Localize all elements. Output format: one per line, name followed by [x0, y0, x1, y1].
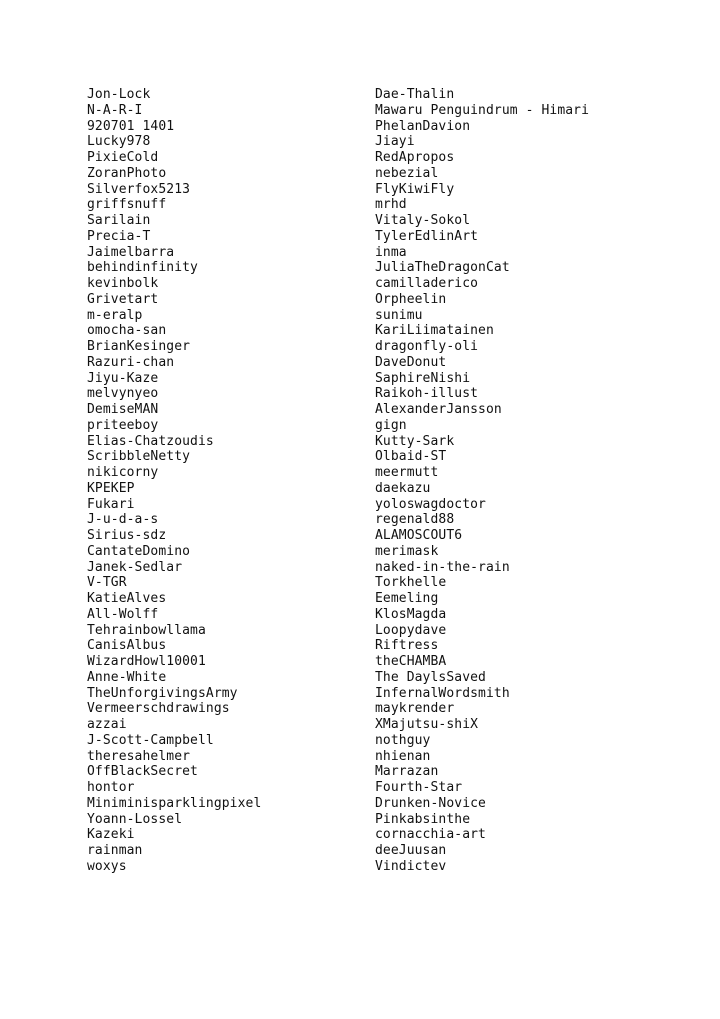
name-entry: OffBlackSecret	[87, 764, 198, 780]
name-entry: camilladerico	[375, 276, 479, 291]
name-entry: daekazu	[375, 480, 431, 496]
name-entry: Drunken-Novice	[375, 795, 486, 811]
name-entry: Orpheelin	[375, 291, 447, 307]
name-entry: behindinfinity	[87, 260, 198, 276]
name-entry: Tehrainbowllama	[87, 622, 206, 638]
name-entry: inma	[375, 244, 407, 260]
name-entry: DaveDonut	[375, 354, 447, 370]
name-entry: yoloswagdoctor	[375, 496, 486, 512]
name-entry: Fourth-Star	[375, 780, 463, 795]
name-entry: deeJuusan	[375, 843, 447, 858]
name-entry: Jon-Lock	[87, 87, 151, 102]
name-entry: woxys	[87, 858, 127, 874]
name-entry: All-Wolff	[87, 606, 159, 622]
name-entry: KariLiimatainen	[375, 323, 494, 339]
name-entry: Lucky978	[87, 134, 151, 150]
name-entry: Olbaid-ST	[375, 449, 447, 465]
name-entry: Eemeling	[375, 591, 439, 606]
name-entry: Riftress	[375, 638, 439, 654]
name-entry: XMajutsu-shiX	[375, 717, 479, 732]
name-entry: Pinkabsinthe	[375, 811, 471, 827]
name-entry: Jiyu-Kaze	[87, 370, 159, 386]
name-entry: Vitaly-Sokol	[375, 213, 471, 228]
name-entry: Grivetart	[87, 291, 159, 307]
name-entry: J-Scott-Campbell	[87, 732, 214, 748]
name-entry: Vermeerschdrawings	[87, 701, 230, 717]
name-entry: TylerEdlinArt	[375, 228, 479, 244]
left-name-list	[87, 87, 357, 875]
name-entry: Yoann-Lossel	[87, 811, 183, 827]
name-entry: theCHAMBA	[375, 654, 447, 669]
name-entry: KatieAlves	[87, 591, 167, 606]
name-entry: griffsnuff	[87, 197, 167, 213]
name-entry: theresahelmer	[87, 748, 191, 764]
name-entry: Janek-Sedlar	[87, 559, 183, 575]
name-entry: Fukari	[87, 496, 135, 512]
name-entry: Precia-T	[87, 228, 151, 244]
name-entry: nhienan	[375, 748, 431, 764]
name-entry: Jaimelbarra	[87, 244, 175, 260]
name-entry: WizardHowl10001	[87, 654, 206, 669]
name-entry: JuliaTheDragonCat	[375, 260, 510, 276]
name-entry: omocha-san	[87, 323, 167, 339]
name-entry: RedApropos	[375, 150, 455, 165]
name-entry: Sirius-sdz	[87, 528, 167, 543]
name-entry: meermutt	[375, 465, 439, 480]
name-entry: Elias-Chatzoudis	[87, 433, 214, 449]
name-entry: regenald88	[375, 512, 455, 528]
name-entry: PixieCold	[87, 150, 159, 165]
name-entry: merimask	[375, 543, 439, 559]
name-entry: nikicorny	[87, 465, 159, 480]
name-entry: nebezial	[375, 165, 439, 181]
name-entry: Raikoh-illust	[375, 386, 479, 402]
name-entry: BrianKesinger	[87, 339, 191, 354]
name-entry: N-A-R-I	[87, 102, 143, 118]
name-entry: KPEKEP	[87, 480, 135, 496]
name-entry: FlyKiwiFly	[375, 181, 455, 197]
name-entry: hontor	[87, 780, 135, 795]
name-entry: ZoranPhoto	[87, 165, 167, 181]
name-entry: Kutty-Sark	[375, 433, 455, 449]
name-entry: ALAMOSCOUT6	[375, 528, 463, 543]
name-entry: Miniminisparklingpixel	[87, 795, 262, 811]
name-entry: AlexanderJansson	[375, 402, 502, 417]
name-entry: CanisAlbus	[87, 638, 167, 654]
name-entry: Torkhelle	[375, 575, 447, 591]
name-entry: Marrazan	[375, 764, 439, 780]
name-entry: nothguy	[375, 732, 431, 748]
name-entry: InfernalWordsmith	[375, 685, 510, 701]
name-entry: PhelanDavion	[375, 118, 471, 134]
name-entry: Razuri-chan	[87, 354, 175, 370]
name-entry: Kazeki	[87, 827, 135, 843]
name-entry: TheUnforgivingsArmy	[87, 685, 238, 701]
name-entry: 920701 1401	[87, 118, 175, 134]
name-entry: Vindictev	[375, 858, 447, 874]
name-entry: J-u-d-a-s	[87, 512, 159, 528]
name-entry: azzai	[87, 717, 127, 732]
name-entry: dragonfly-oli	[375, 339, 479, 354]
name-entry: sunimu	[375, 307, 423, 323]
name-entry: Dae-Thalin	[375, 87, 455, 102]
name-entry: Sarilain	[87, 213, 151, 228]
name-entry: KlosMagda	[375, 606, 447, 622]
name-entry: mrhd	[375, 197, 407, 213]
name-entry: CantateDomino	[87, 543, 191, 559]
name-entry: Silverfox5213	[87, 181, 191, 197]
name-entry: kevinbolk	[87, 276, 159, 291]
right-name-list	[375, 87, 705, 875]
name-entry: The DaylsSaved	[375, 669, 486, 685]
name-entry: priteeboy	[87, 417, 159, 433]
name-entry: DemiseMAN	[87, 402, 159, 417]
name-entry: naked-in-the-rain	[375, 559, 510, 575]
name-entry: Jiayi	[375, 134, 415, 150]
name-entry: rainman	[87, 843, 143, 858]
name-entry: Loopydave	[375, 622, 447, 638]
name-entry: Mawaru Penguindrum - Himari	[375, 102, 590, 118]
name-entry: cornacchia-art	[375, 827, 486, 843]
name-entry: Anne-White	[87, 669, 167, 685]
name-entry: m-eralp	[87, 307, 143, 323]
name-entry: gign	[375, 417, 407, 433]
name-entry: V-TGR	[87, 575, 127, 591]
name-entry: SaphireNishi	[375, 370, 471, 386]
name-entry: maykrender	[375, 701, 455, 717]
name-entry: melvynyeo	[87, 386, 159, 402]
name-entry: ScribbleNetty	[87, 449, 191, 465]
